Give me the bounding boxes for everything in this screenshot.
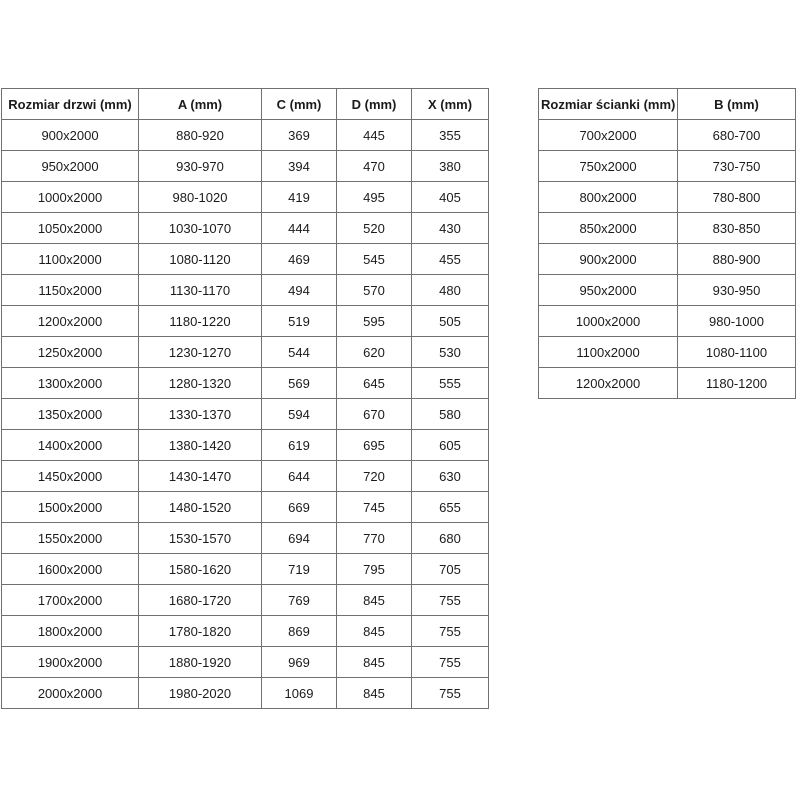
- table-row: [2, 368, 489, 399]
- table-cell: 544: [262, 337, 337, 368]
- table-cell: 644: [262, 461, 337, 492]
- table-row: [539, 244, 796, 275]
- table-cell: 530: [412, 337, 489, 368]
- header-row: [2, 89, 489, 120]
- table-cell: 769: [262, 585, 337, 616]
- table-cell: 605: [412, 430, 489, 461]
- table-cell: 680: [412, 523, 489, 554]
- table-cell: 369: [262, 120, 337, 151]
- table-cell: 694: [262, 523, 337, 554]
- table-cell: 845: [337, 647, 412, 678]
- table-row: [2, 554, 489, 585]
- table-cell: 595: [337, 306, 412, 337]
- table-row: [2, 151, 489, 182]
- table-cell: 1680-1720: [139, 585, 262, 616]
- table-cell: 719: [262, 554, 337, 585]
- table-cell: 705: [412, 554, 489, 585]
- table-cell: 969: [262, 647, 337, 678]
- table-cell: 470: [337, 151, 412, 182]
- table-cell: 880-920: [139, 120, 262, 151]
- table-cell: 1200x2000: [2, 306, 139, 337]
- table-cell: 730-750: [678, 151, 796, 182]
- table-row: [2, 213, 489, 244]
- table-cell: 880-900: [678, 244, 796, 275]
- table-row: [2, 399, 489, 430]
- table-cell: 1200x2000: [539, 368, 678, 399]
- table-cell: 1700x2000: [2, 585, 139, 616]
- column-header: Rozmiar ścianki (mm): [539, 89, 678, 120]
- table-row: [539, 213, 796, 244]
- table-row: [539, 275, 796, 306]
- table-cell: 745: [337, 492, 412, 523]
- table-row: [539, 306, 796, 337]
- table-cell: 980-1000: [678, 306, 796, 337]
- table-cell: 720: [337, 461, 412, 492]
- table-cell: 1030-1070: [139, 213, 262, 244]
- table-cell: 1480-1520: [139, 492, 262, 523]
- table-cell: 480: [412, 275, 489, 306]
- table-cell: 930-970: [139, 151, 262, 182]
- table-cell: 1600x2000: [2, 554, 139, 585]
- table-row: [2, 275, 489, 306]
- table-cell: 1000x2000: [539, 306, 678, 337]
- table-cell: 1130-1170: [139, 275, 262, 306]
- table-row: [2, 585, 489, 616]
- table-row: [2, 523, 489, 554]
- table-cell: 1280-1320: [139, 368, 262, 399]
- table-row: [2, 182, 489, 213]
- table-cell: 755: [412, 647, 489, 678]
- table-cell: 700x2000: [539, 120, 678, 151]
- table-row: [2, 647, 489, 678]
- table-cell: 750x2000: [539, 151, 678, 182]
- table-cell: 1900x2000: [2, 647, 139, 678]
- table-cell: 1580-1620: [139, 554, 262, 585]
- table-row: [2, 616, 489, 647]
- table-cell: 1230-1270: [139, 337, 262, 368]
- table-cell: 850x2000: [539, 213, 678, 244]
- table-cell: 355: [412, 120, 489, 151]
- table-cell: 755: [412, 678, 489, 709]
- table-cell: 380: [412, 151, 489, 182]
- table-cell: 669: [262, 492, 337, 523]
- table-cell: 1000x2000: [2, 182, 139, 213]
- table-cell: 519: [262, 306, 337, 337]
- table-row: [539, 182, 796, 213]
- door-sizes-table: [1, 88, 489, 709]
- table-cell: 419: [262, 182, 337, 213]
- table-row: [539, 151, 796, 182]
- table-row: [2, 337, 489, 368]
- table-cell: 1450x2000: [2, 461, 139, 492]
- table-cell: 695: [337, 430, 412, 461]
- header-row: [539, 89, 796, 120]
- table-cell: 1400x2000: [2, 430, 139, 461]
- table-row: [2, 120, 489, 151]
- table-cell: 1430-1470: [139, 461, 262, 492]
- table-cell: 569: [262, 368, 337, 399]
- table-cell: 545: [337, 244, 412, 275]
- table-cell: 645: [337, 368, 412, 399]
- column-header: B (mm): [678, 89, 796, 120]
- table-row: [539, 337, 796, 368]
- column-header: A (mm): [139, 89, 262, 120]
- table-cell: 1069: [262, 678, 337, 709]
- column-header: C (mm): [262, 89, 337, 120]
- table-cell: 1180-1200: [678, 368, 796, 399]
- table-row: [2, 461, 489, 492]
- table-cell: 830-850: [678, 213, 796, 244]
- table-cell: 1500x2000: [2, 492, 139, 523]
- table-cell: 505: [412, 306, 489, 337]
- table-cell: 900x2000: [2, 120, 139, 151]
- table-cell: 494: [262, 275, 337, 306]
- table-cell: 1800x2000: [2, 616, 139, 647]
- table-row: [2, 306, 489, 337]
- table-cell: 1150x2000: [2, 275, 139, 306]
- table-cell: 845: [337, 585, 412, 616]
- table-cell: 555: [412, 368, 489, 399]
- table-cell: 800x2000: [539, 182, 678, 213]
- table-cell: 755: [412, 585, 489, 616]
- table-row: [2, 492, 489, 523]
- table-cell: 630: [412, 461, 489, 492]
- table-cell: 1530-1570: [139, 523, 262, 554]
- table-cell: 594: [262, 399, 337, 430]
- table-cell: 620: [337, 337, 412, 368]
- table-cell: 900x2000: [539, 244, 678, 275]
- table-cell: 405: [412, 182, 489, 213]
- table-cell: 770: [337, 523, 412, 554]
- wall-sizes-table: [538, 88, 796, 399]
- table-cell: 1250x2000: [2, 337, 139, 368]
- table-cell: 755: [412, 616, 489, 647]
- table-cell: 780-800: [678, 182, 796, 213]
- table-row: [2, 430, 489, 461]
- table-cell: 670: [337, 399, 412, 430]
- table-cell: 930-950: [678, 275, 796, 306]
- table-cell: 1080-1120: [139, 244, 262, 275]
- table-cell: 1050x2000: [2, 213, 139, 244]
- table-row: [539, 120, 796, 151]
- table-row: [2, 678, 489, 709]
- table-cell: 444: [262, 213, 337, 244]
- table-cell: 1380-1420: [139, 430, 262, 461]
- table-cell: 619: [262, 430, 337, 461]
- table-cell: 950x2000: [2, 151, 139, 182]
- table-cell: 795: [337, 554, 412, 585]
- table-cell: 845: [337, 616, 412, 647]
- table-cell: 1330-1370: [139, 399, 262, 430]
- column-header: X (mm): [412, 89, 489, 120]
- table-cell: 1100x2000: [2, 244, 139, 275]
- table-cell: 445: [337, 120, 412, 151]
- table-cell: 469: [262, 244, 337, 275]
- column-header: D (mm): [337, 89, 412, 120]
- table-cell: 1780-1820: [139, 616, 262, 647]
- table-cell: 1300x2000: [2, 368, 139, 399]
- column-header: Rozmiar drzwi (mm): [2, 89, 139, 120]
- table-cell: 980-1020: [139, 182, 262, 213]
- table-cell: 1100x2000: [539, 337, 678, 368]
- table-cell: 430: [412, 213, 489, 244]
- table-cell: 1350x2000: [2, 399, 139, 430]
- table-cell: 1080-1100: [678, 337, 796, 368]
- table-cell: 1880-1920: [139, 647, 262, 678]
- table-cell: 950x2000: [539, 275, 678, 306]
- table-cell: 2000x2000: [2, 678, 139, 709]
- table-cell: 580: [412, 399, 489, 430]
- table-cell: 495: [337, 182, 412, 213]
- table-cell: 655: [412, 492, 489, 523]
- table-cell: 455: [412, 244, 489, 275]
- table-cell: 570: [337, 275, 412, 306]
- table-cell: 1180-1220: [139, 306, 262, 337]
- table-cell: 1550x2000: [2, 523, 139, 554]
- table-cell: 520: [337, 213, 412, 244]
- table-cell: 680-700: [678, 120, 796, 151]
- table-cell: 845: [337, 678, 412, 709]
- table-cell: 394: [262, 151, 337, 182]
- table-row: [539, 368, 796, 399]
- table-row: [2, 244, 489, 275]
- table-cell: 869: [262, 616, 337, 647]
- table-cell: 1980-2020: [139, 678, 262, 709]
